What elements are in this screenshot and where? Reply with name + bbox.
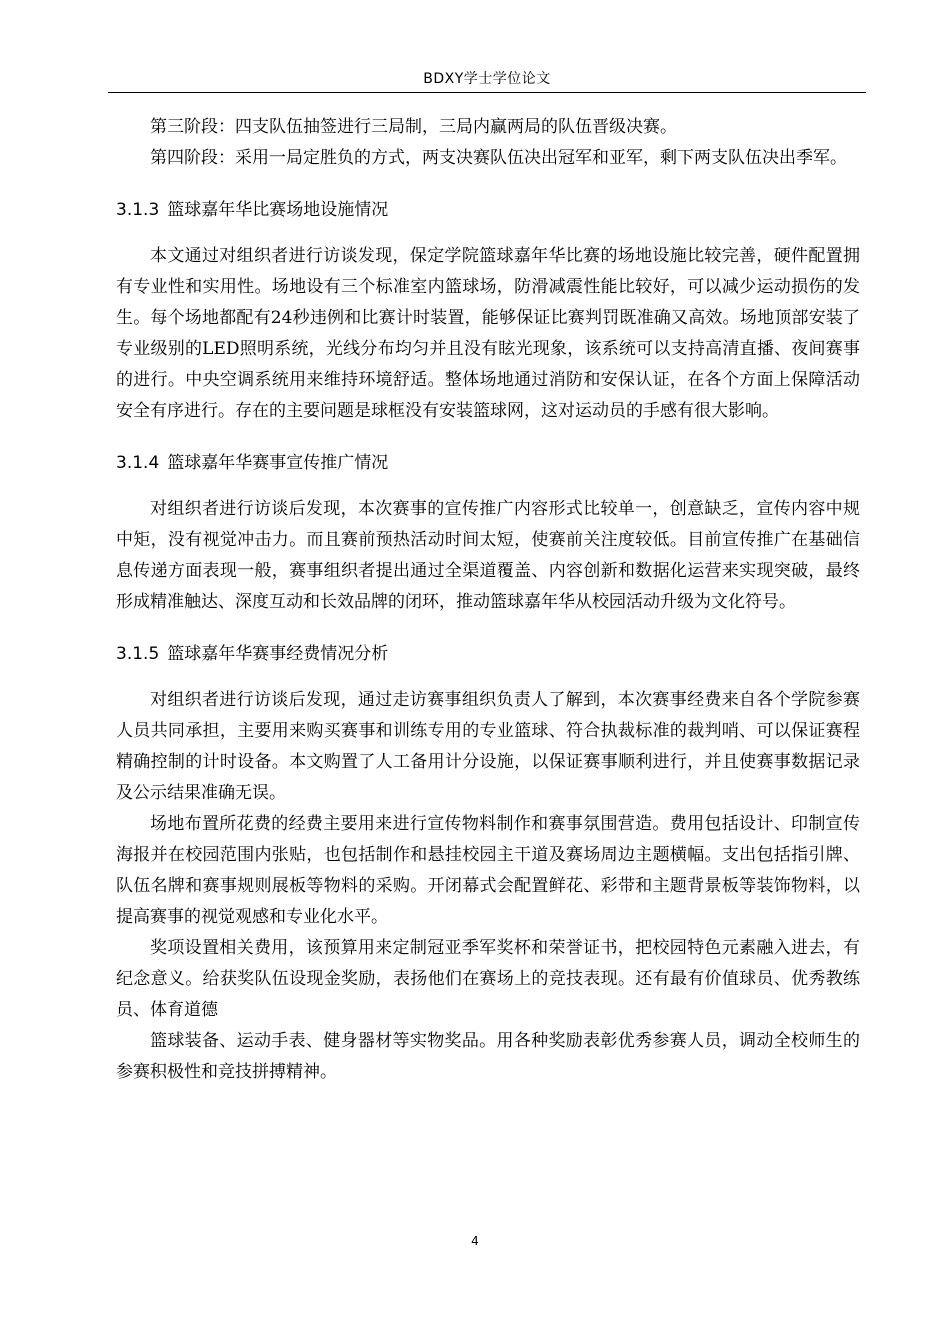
- page-header: BDXY学士学位论文: [423, 71, 551, 87]
- section-heading-3-1-5: [116, 639, 860, 669]
- paragraph: 第三阶段：四支队伍抽签进行三局制，三局内赢两局的队伍晋级决赛。: [150, 117, 677, 137]
- section-number: 3.1.4: [116, 453, 160, 473]
- paragraph: 第四阶段：采用一局定胜负的方式，两支决赛队伍决出冠军和亚军，剩下两支队伍决出季军。: [150, 148, 847, 168]
- page-number: 4: [471, 1234, 479, 1248]
- paragraph: 本文通过对组织者进行访谈发现，保定学院篮球嘉年华比赛的场地设施比较完善，硬件配置拥有专业性和实用性。场地设有三个标准室内篮球场，防滑减震性能比较好，可以减少运动损伤的发生。每个场地都配有24秒违例和比赛计时装置，能够保证比赛判罚既准确又高效。场地顶部安装了专业级别的LED照明系统，光线分布均匀并且没有眩光现象，该系统可以支持高清直播、夜间赛事的进行。中央空调系统用来维持环境舒适。整体场地通过消防和安保认证，在各个方面上保障活动安全有序进行。存在的主要问题是球框没有安装篮球网，这对运动员的手感有很大影响。: [116, 246, 860, 421]
- paragraph: 奖项设置相关费用，该预算用来定制冠亚季军奖杯和荣誉证书，把校园特色元素融入进去，有纪念意义。给获奖队伍设现金奖励，表扬他们在赛场上的竞技表现。还有最有价值球员、优秀教练员、体育道德: [116, 938, 860, 1020]
- paragraph: 对组织者进行访谈后发现，通过走访赛事组织负责人了解到，本次赛事经费来自各个学院参赛人员共同承担，主要用来购买赛事和训练专用的专业篮球、符合执裁标准的裁判哨、可以保证赛程精确控制的计时设备。本文购置了人工备用计分设施，以保证赛事顺利进行，并且使赛事数据记录及公示结果准确无误。: [116, 690, 860, 803]
- paragraph: 篮球装备、运动手表、健身器材等实物奖品。用各种奖励表彰优秀参赛人员，调动全校师生的参赛积极性和竞技拼搏精神。: [116, 1031, 860, 1082]
- page-body: [116, 112, 860, 1088]
- section-title: 篮球嘉年华赛事宣传推广情况: [167, 453, 389, 473]
- paragraph: 场地布置所花费的经费主要用来进行宣传物料制作和赛事氛围营造。费用包括设计、印制宣传海报并在校园范围内张贴，也包括制作和悬挂校园主干道及赛场周边主题横幅。支出包括指引牌、队伍名牌和赛事规则展板等物料的采购。开闭幕式会配置鲜花、彩带和主题背景板等装饰物料，以提高赛事的视觉观感和专业化水平。: [116, 814, 860, 927]
- section-heading-3-1-3: [116, 195, 860, 225]
- section-title: 篮球嘉年华比赛场地设施情况: [167, 200, 389, 220]
- section-title: 篮球嘉年华赛事经费情况分析: [167, 644, 389, 664]
- header-divider: [108, 92, 866, 93]
- section-heading-3-1-4: [116, 448, 860, 478]
- paragraph: 对组织者进行访谈后发现，本次赛事的宣传推广内容形式比较单一，创意缺乏，宣传内容中规中矩，没有视觉冲击力。而且赛前预热活动时间太短，使赛前关注度较低。目前宣传推广在基础信息传递方面表现一般，赛事组织者提出通过全渠道覆盖、内容创新和数据化运营来实现突破，最终形成精准触达、深度互动和长效品牌的闭环，推动篮球嘉年华从校园活动升级为文化符号。: [116, 499, 860, 612]
- section-number: 3.1.3: [116, 200, 160, 220]
- section-number: 3.1.5: [116, 644, 160, 664]
